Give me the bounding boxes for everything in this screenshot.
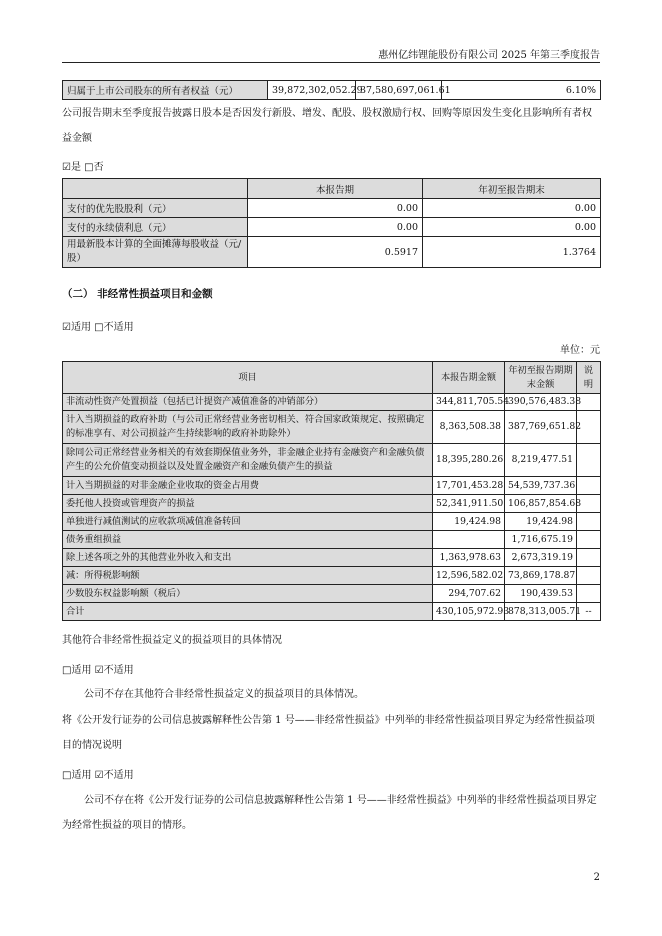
reclass-statement-line1: 公司不存在将《公开发行证券的公司信息披露解释性公告第 1 号——非经常性损益》中列举的非经常性损益项目界定 (84, 795, 597, 806)
nr-item: 单独进行减值测试的应收款项减值准备转回 (63, 513, 433, 531)
unit-label: 单位：元 (560, 345, 600, 356)
nr-item: 少数股东权益影响额（税后） (63, 585, 433, 603)
table-row (63, 531, 601, 549)
eps-header-blank (63, 179, 248, 199)
nr-note (577, 531, 601, 549)
eps-row-label: 支付的优先股股利（元） (63, 199, 248, 218)
nr-ytd: 54,539,737.36 (505, 477, 577, 495)
share-change-question (62, 101, 600, 151)
nr-item: 除上述各项之外的其他营业外收入和支出 (63, 549, 433, 567)
nr-current: 52,341,911.50 (433, 495, 505, 513)
nr-ytd: 2,673,319.19 (505, 549, 577, 567)
nr-item: 除同公司正常经营业务相关的有效套期保值业务外，非金融企业持有金融资产和金融负债产生的公允价值变动损益以及处置金融资产和金融负债产生的损益 (63, 444, 433, 477)
nonrecurring-table (62, 361, 601, 621)
nr-note (577, 477, 601, 495)
nr-current: 18,395,280.26 (433, 444, 505, 477)
nr-note (577, 585, 601, 603)
eps-header-ytd: 年初至报告期末 (423, 179, 601, 199)
nr-current: 8,363,508.38 (433, 411, 505, 444)
nr-item: 计入当期损益的政府补助（与公司正常经营业务密切相关、符合国家政策规定、按照确定的标准享有、对公司损益产生持续影响的政府补助除外） (63, 411, 433, 444)
equity-current: 39,872,302,052.29 (268, 81, 356, 100)
nr-item: 委托他人投资或管理资产的损益 (63, 495, 433, 513)
eps-row-current: 0.5917 (248, 237, 423, 268)
reclass-title-line2: 目的情况说明 (62, 740, 122, 751)
share-change-options: ☑是 □否 (62, 162, 104, 173)
nr-current: 344,811,705.54 (433, 394, 505, 411)
nr-item: 非流动性资产处置损益（包括已计提资产减值准备的冲销部分） (63, 394, 433, 411)
table-header-row (63, 179, 601, 199)
equity-change: 6.10% (442, 81, 601, 100)
reclass-statement-line2: 为经常性损益的项目的情形。 (62, 820, 192, 831)
table-row (63, 411, 601, 444)
nr-header-note: 说明 (577, 362, 601, 394)
table-row (63, 218, 601, 237)
nr-ytd: 190,439.53 (505, 585, 577, 603)
nr-item: 减：所得税影响额 (63, 567, 433, 585)
table-row (63, 549, 601, 567)
table-row (63, 444, 601, 477)
table-row (63, 394, 601, 411)
other-items-statement: 公司不存在其他符合非经常性损益定义的损益项目的具体情况。 (84, 689, 364, 700)
nr-current: 17,701,453.28 (433, 477, 505, 495)
nr-note (577, 513, 601, 531)
share-change-question-line2: 益金额 (62, 133, 92, 144)
eps-row-label: 支付的永续债利息（元） (63, 218, 248, 237)
nr-ytd: 8,219,477.51 (505, 444, 577, 477)
table-row (63, 199, 601, 218)
eps-row-current: 0.00 (248, 218, 423, 237)
header-divider (62, 62, 600, 63)
nr-ytd: 73,869,178.87 (505, 567, 577, 585)
nr-item: 债务重组损益 (63, 531, 433, 549)
page-number: 2 (593, 872, 600, 883)
nr-header-item: 项目 (63, 362, 433, 394)
table-row (63, 585, 601, 603)
eps-row-ytd: 0.00 (423, 218, 601, 237)
nr-ytd: 19,424.98 (505, 513, 577, 531)
nr-header-ytd: 年初至报告期期末金额 (505, 362, 577, 394)
nr-note (577, 549, 601, 567)
share-change-question-line1: 公司报告期末至季度报告披露日股本是否因发行新股、增发、配股、股权激励行权、回购等原因发生变化且影响所有者权 (62, 108, 592, 119)
eps-header-current: 本报告期 (248, 179, 423, 199)
table-row (63, 513, 601, 531)
table-row (63, 81, 601, 100)
reclass-title (62, 708, 600, 758)
nr-ytd: 390,576,483.38 (505, 394, 577, 411)
eps-row-ytd: 0.00 (423, 199, 601, 218)
table-row-total (63, 603, 601, 621)
nr-item: 计入当期损益的对非金融企业收取的资金占用费 (63, 477, 433, 495)
nr-current: 19,424.98 (433, 513, 505, 531)
section2-applicability: ☑适用 □不适用 (62, 322, 134, 333)
nr-ytd: 1,716,675.19 (505, 531, 577, 549)
table-header-row (63, 362, 601, 394)
eps-row-current: 0.00 (248, 199, 423, 218)
nr-current: 1,363,978.63 (433, 549, 505, 567)
nr-current: 12,596,582.02 (433, 567, 505, 585)
equity-table (62, 80, 601, 100)
eps-table (62, 178, 601, 268)
page-header-title: 惠州亿纬锂能股份有限公司 2025 年第三季度报告 (378, 50, 600, 61)
equity-label: 归属于上市公司股东的所有者权益（元） (63, 81, 268, 100)
nr-current: 294,707.62 (433, 585, 505, 603)
section-title: （二） 非经常性损益项目和金额 (62, 288, 213, 300)
table-row (63, 495, 601, 513)
table-row (63, 237, 601, 268)
other-items-applicability: □适用 ☑不适用 (62, 665, 134, 676)
equity-prior: 37,580,697,061.61 (356, 81, 442, 100)
nr-note (577, 567, 601, 585)
reclass-statement (62, 788, 600, 838)
nr-current (433, 531, 505, 549)
eps-row-ytd: 1.3764 (423, 237, 601, 268)
nr-item: 合计 (63, 603, 433, 621)
reclass-title-line1: 将《公开发行证券的公司信息披露解释性公告第 1 号——非经常性损益》中列举的非经常性损益项目界定为经常性损益项 (62, 715, 595, 726)
nr-note (577, 444, 601, 477)
table-row (63, 567, 601, 585)
table-row (63, 477, 601, 495)
nr-current: 430,105,972.93 (433, 603, 505, 621)
reclass-applicability: □适用 ☑不适用 (62, 770, 134, 781)
nr-ytd: 106,857,854.68 (505, 495, 577, 513)
nr-ytd: 387,769,651.82 (505, 411, 577, 444)
nr-note: -- (577, 603, 601, 621)
other-items-title: 其他符合非经常性损益定义的损益项目的具体情况 (62, 635, 282, 646)
eps-row-label: 用最新股本计算的全面摊薄每股收益（元/股） (63, 237, 248, 268)
nr-header-current: 本报告期金额 (433, 362, 505, 394)
nr-ytd: 878,313,005.71 (505, 603, 577, 621)
